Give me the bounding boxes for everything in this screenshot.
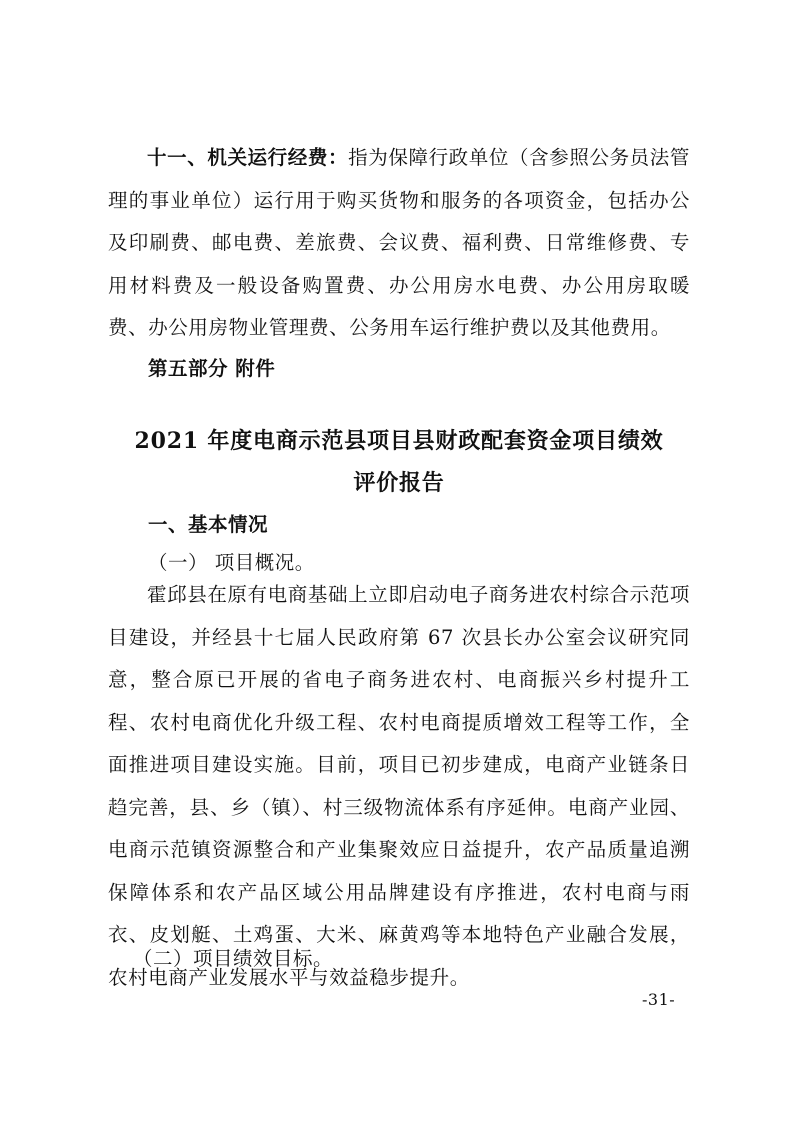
subsection-one-heading: （一） 项目概况。 bbox=[148, 551, 315, 574]
term-colon: ： bbox=[328, 146, 349, 169]
report-title-line-1: 2021 年度电商示范县项目县财政配套资金项目绩效 bbox=[134, 428, 664, 454]
part-five-heading: 第五部分 附件 bbox=[148, 357, 276, 380]
term-heading: 十一、机关运行经费 bbox=[147, 146, 328, 169]
page-number: -31- bbox=[642, 990, 676, 1009]
term-definition: 指为保障行政单位（含参照公务员法管理的事业单位）运行用于购买货物和服务的各项资金，包括办公及印刷费、邮电费、差旅费、会议费、福利费、日常维修费、专用材料费及一般设备购置费、办公用房水电费、办公用房取暖费、办公用房物业管理费、公务用车运行维护费以及其他费用。 bbox=[108, 146, 690, 339]
section-eleven-paragraph bbox=[108, 137, 690, 350]
section-one-heading: 一、基本情况 bbox=[148, 513, 269, 536]
subsection-two-heading: （二）项目绩效目标。 bbox=[133, 947, 334, 970]
report-title-line-2: 评价报告 bbox=[353, 470, 445, 496]
project-overview-paragraph: 霍邱县在原有电商基础上立即启动电子商务进农村综合示范项目建设，并经县十七届人民政府第 67 次县长办公室会议研究同意，整合原已开展的省电子商务进农村、电商振兴乡村提升工程、农村电商优化升级工程、农村电商提质增效工程等工作，全面推进项目建设实施。目前，项目已初步建成，电商产业链条日趋完善，县、乡（镇）、村三级物流体系有序延伸。电商产业园、电商示范镇资源整合和产业集聚效应日益提升，农产品质量追溯保障体系和农产品区域公用品牌建设有序推进，农村电商与雨衣、皮划艇、土鸡蛋、大米、麻黄鸡等本地特色产业融合发展，农村电商产业发展水平与效益稳步提升。 bbox=[108, 583, 690, 989]
